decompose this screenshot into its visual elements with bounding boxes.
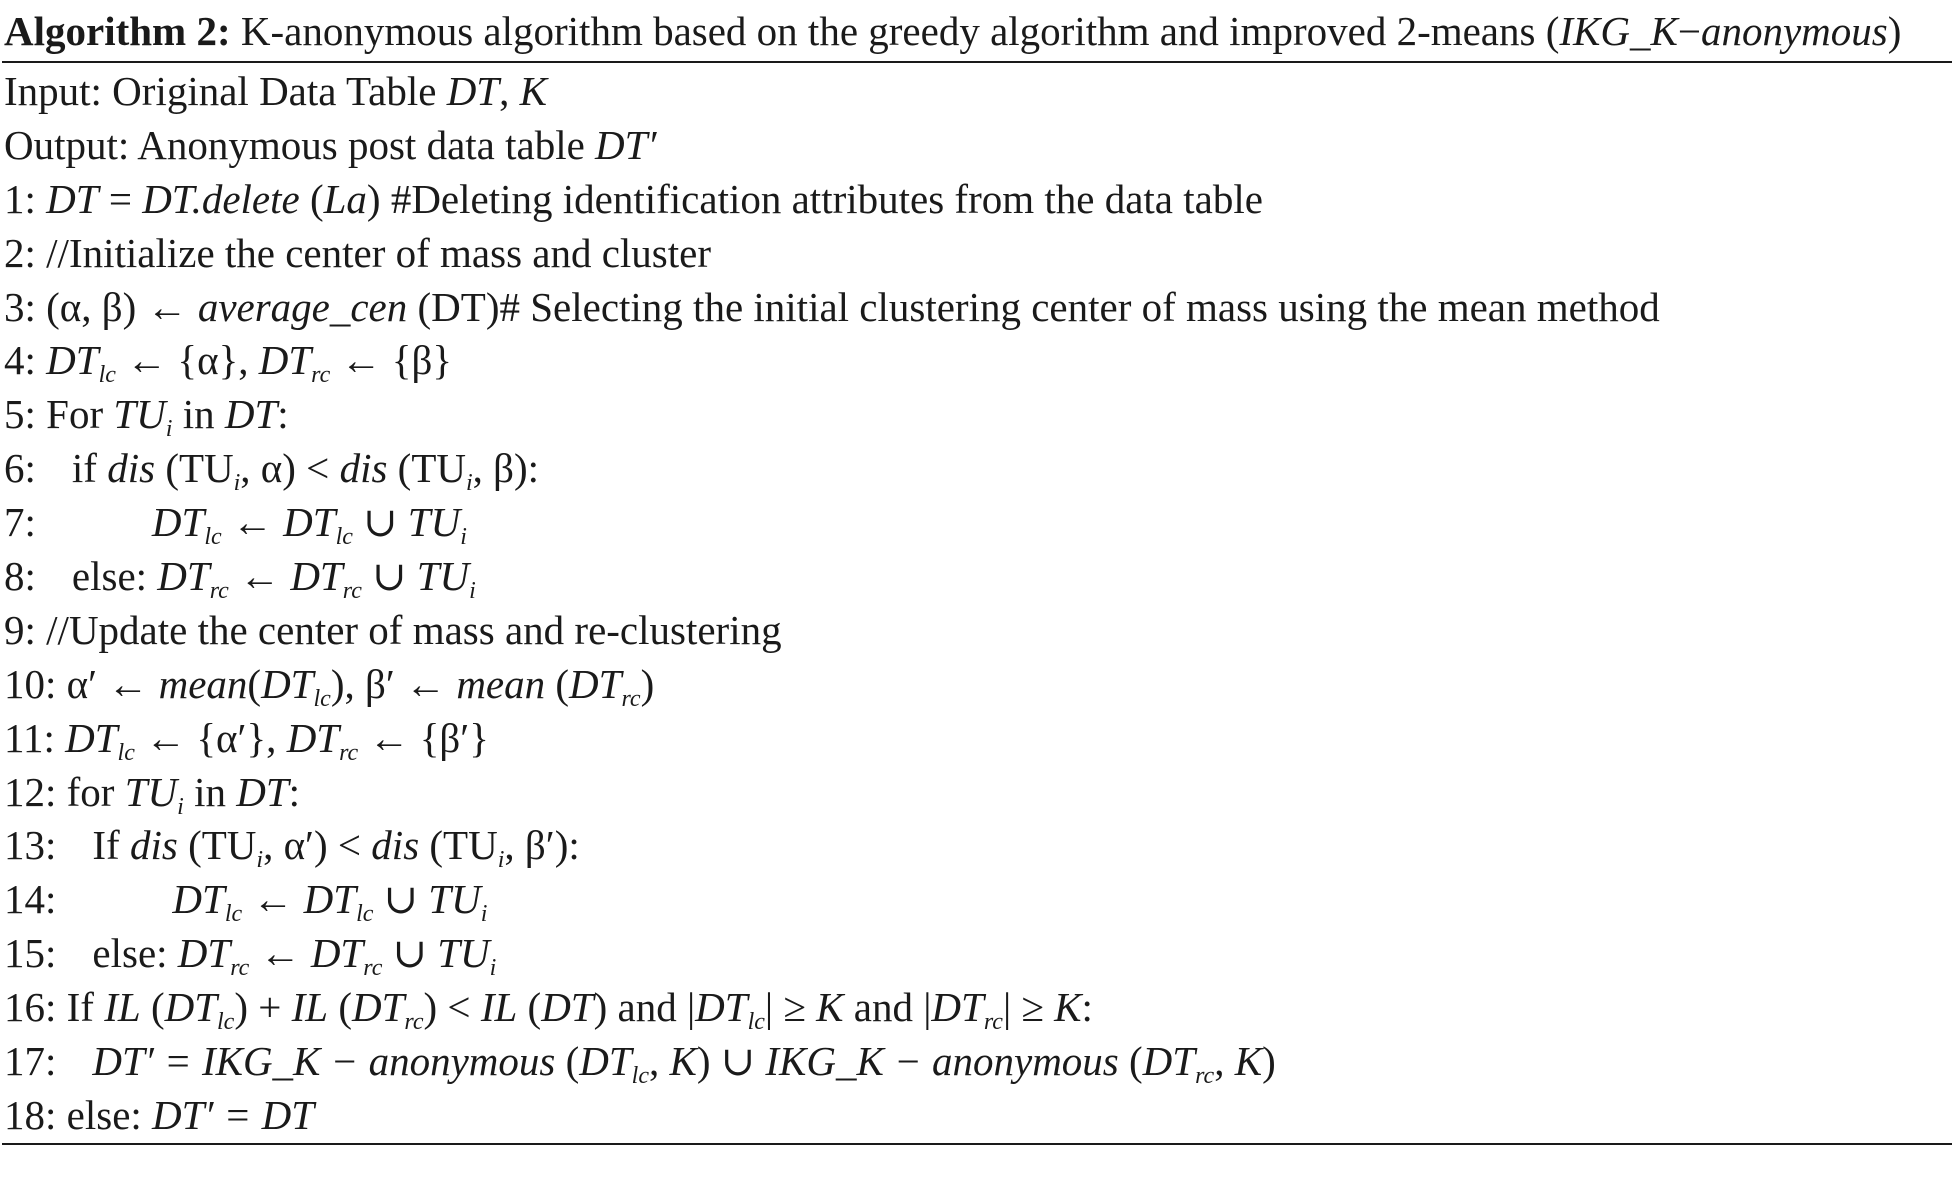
algo-line-13: 13: If dis ($TU_i$, α′) < dis ($TU_i$, β′): (4, 822, 580, 874)
algo-line-8: 8: else: $DT_{rc}$ ← $DT_{rc}$ ∪ $TU_i$ (4, 553, 476, 605)
algo-line-6: 6: if dis ($TU_i$, α) < dis ($TU_i$, β): (4, 445, 540, 497)
algorithm-title: Algorithm 2: K-anonymous algorithm based on the greedy algorithm and improved 2-means (IKG_K−anonymous) (4, 8, 1902, 54)
algo-line-9: 9: //Update the center of mass and re-clustering (4, 606, 782, 653)
algorithm-box (2, 6, 1952, 1145)
algo-line-7: 7: $DT_{lc}$ ← $DT_{lc}$ ∪ $TU_i$ (4, 499, 467, 551)
algo-line-2: 2: //Initialize the center of mass and cluster (4, 229, 712, 276)
input-line: Input: Original Data Table DT, K (4, 68, 547, 114)
algo-line-18: 18: else: DT′ = DT (4, 1091, 315, 1138)
algo-line-16: 16: If IL $(DT_{lc})$ + IL $(DT_{rc})$ < IL (DT) and $|DT_{lc}| \ge K$ and $|DT_{rc}| \ge K$: (4, 984, 1093, 1036)
algo-line-10: 10: α′ ← $mean(DT_{lc})$, β′ ← mean $(DT_{rc})$ (4, 660, 655, 712)
algo-line-1: 1: DT = DT.delete (La) #Deleting identification attributes from the data table (4, 175, 1263, 222)
algorithm-body (2, 63, 1952, 1143)
algo-line-17: 17: DT′ = IKG_K − anonymous ($DT_{lc}$, K) ∪ IKG_K − anonymous ($DT_{rc}$, K) (4, 1038, 1276, 1090)
bottom-rule (2, 1143, 1952, 1145)
algo-line-14: 14: $DT_{lc}$ ← $DT_{lc}$ ∪ $TU_i$ (4, 876, 488, 928)
algo-line-12: 12: for $TU_i$ in DT: (4, 768, 301, 820)
algo-line-11: 11: $DT_{lc}$ ← {α′}, $DT_{rc}$ ← {β′} (4, 714, 489, 766)
algo-line-5: 5: For $TU_i$ in DT: (4, 391, 289, 443)
output-line: Output: Anonymous post data table DT′ (4, 121, 657, 168)
algo-line-3: 3: (α, β) ← average_cen (DT)# Selecting the initial clustering center of mass using the mean method (4, 283, 1660, 330)
algo-line-4: 4: $DT_{lc}$ ← {α}, $DT_{rc}$ ← {β} (4, 337, 452, 389)
algorithm-label: Algorithm 2: (4, 8, 231, 54)
algo-line-15: 15: else: $DT_{rc}$ ← $DT_{rc}$ ∪ $TU_i$ (4, 930, 497, 982)
